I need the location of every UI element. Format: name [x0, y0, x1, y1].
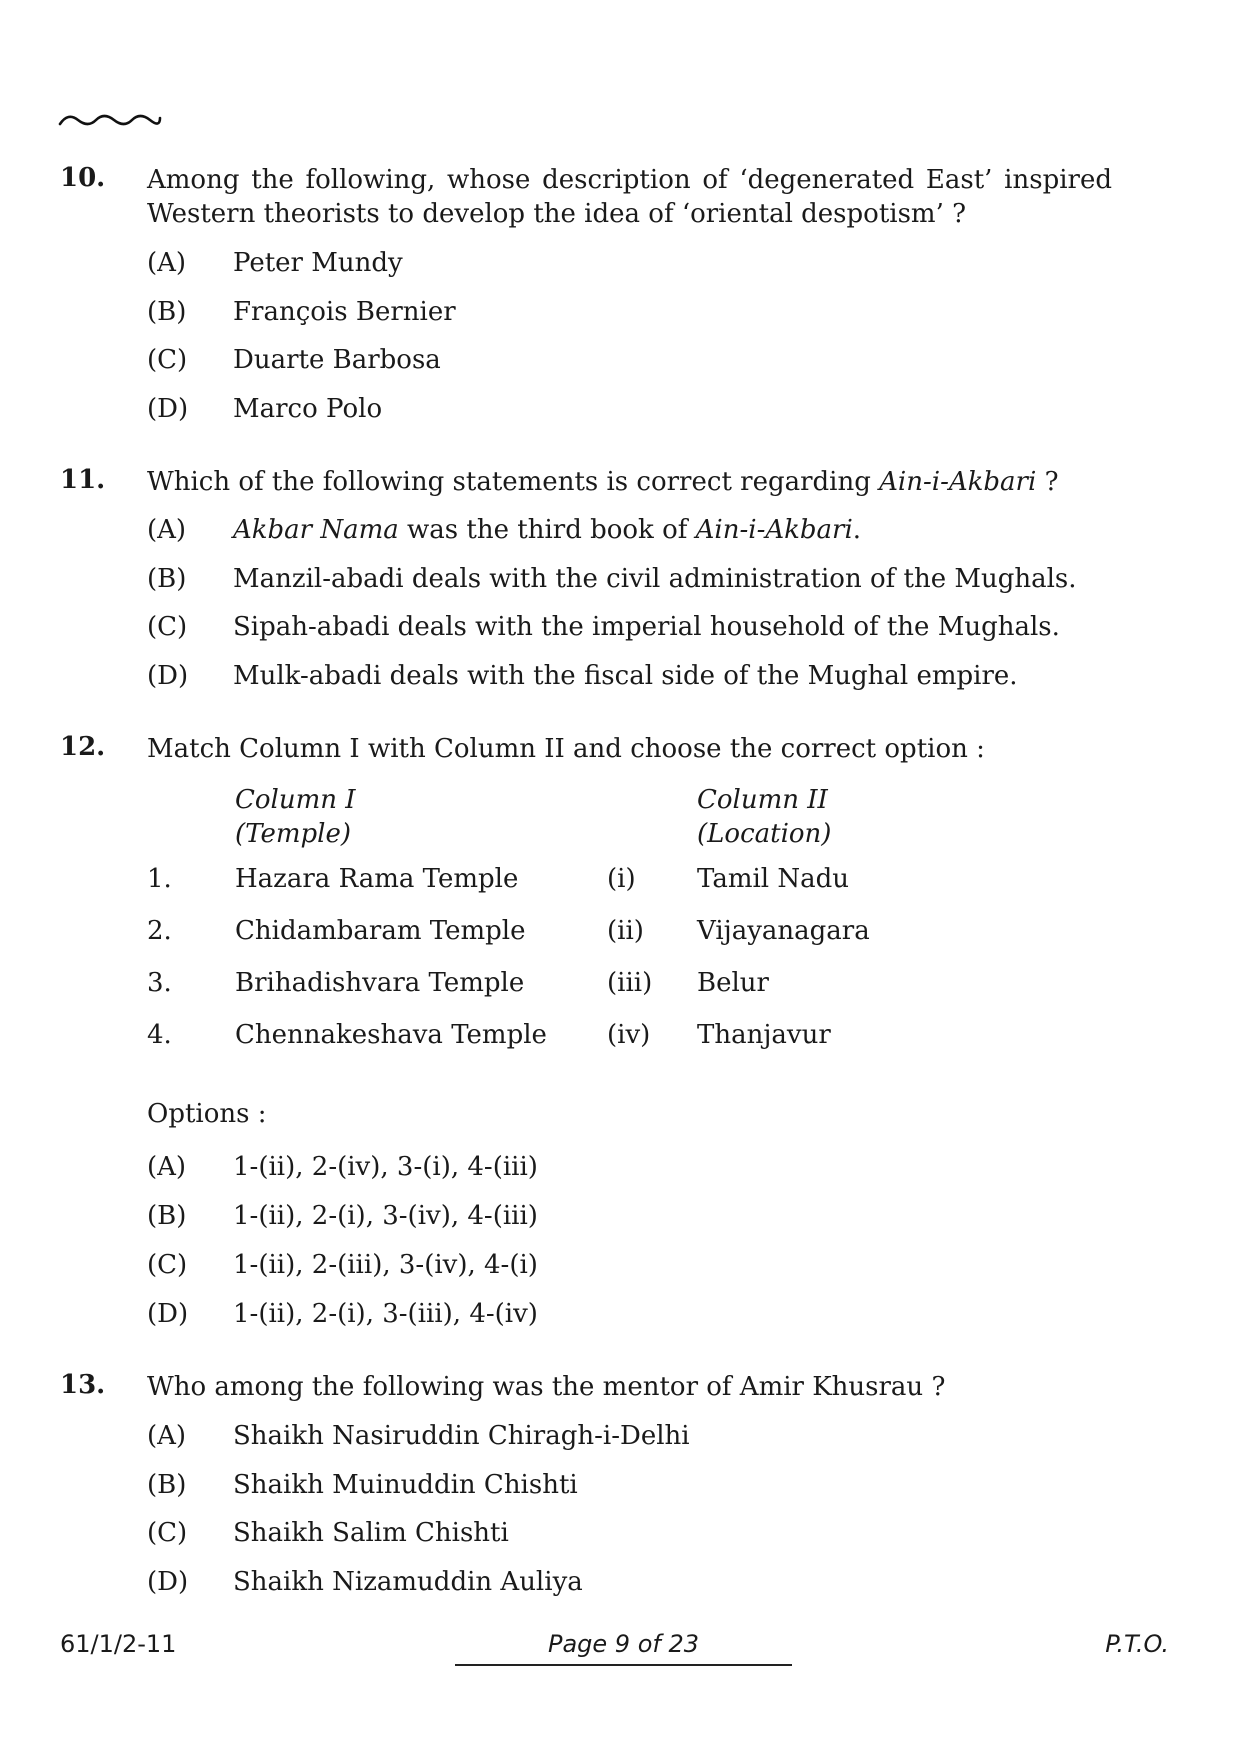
question-text: Among the following, whose description of ‘degenerated East’ inspired Western theorists to develop the idea of ‘oriental despotism’ ?: [147, 165, 1112, 229]
option-text: [233, 513, 861, 547]
column-1-subtitle: (Temple): [235, 819, 351, 849]
option-label: (A): [147, 1421, 187, 1451]
location-name: Thanjavur: [697, 1020, 831, 1050]
question-text-part: ?: [1036, 467, 1059, 497]
temple-name: Hazara Rama Temple: [235, 864, 519, 894]
option-label: (A): [147, 1152, 187, 1182]
column-2-subheading: [697, 819, 831, 849]
question-number: 10.: [60, 163, 106, 193]
column-2-subtitle: (Location): [697, 819, 832, 849]
option-text: Marco Polo: [233, 394, 383, 424]
option-text: Shaikh Nizamuddin Auliya: [233, 1567, 583, 1597]
roman-numeral: (iii): [607, 968, 653, 998]
option-label: (B): [147, 297, 187, 327]
wave-ornament-icon: [58, 106, 162, 136]
option-label: (C): [147, 612, 188, 642]
option-text: Shaikh Muinuddin Chishti: [233, 1470, 578, 1500]
option-label: (A): [147, 248, 187, 278]
question-number: 11.: [60, 465, 106, 495]
please-turn-over: P.T.O.: [1105, 1630, 1169, 1658]
options-heading: Options :: [147, 1099, 267, 1129]
paper-code: 61/1/2-11: [60, 1630, 177, 1658]
option-label: (D): [147, 1567, 189, 1597]
row-number: 2.: [147, 916, 172, 946]
row-number: 1.: [147, 864, 172, 894]
option-text-part: was the third book of: [398, 515, 696, 545]
book-title: Ain-i-Akbari: [695, 515, 853, 545]
option-text-part: .: [852, 515, 862, 545]
temple-name: Brihadishvara Temple: [235, 968, 525, 998]
option-text: Manzil-abadi deals with the civil administration of the Mughals.: [233, 564, 1077, 594]
option-label: (D): [147, 394, 189, 424]
location-name: Belur: [697, 968, 769, 998]
option-text: Peter Mundy: [233, 248, 403, 278]
question-text: [147, 465, 1117, 499]
temple-name: Chennakeshava Temple: [235, 1020, 547, 1050]
option-label: (D): [147, 1299, 189, 1329]
column-1-heading: [235, 785, 356, 815]
question-number: 12.: [60, 732, 106, 762]
column-1-subheading: [235, 819, 351, 849]
temple-name: Chidambaram Temple: [235, 916, 526, 946]
option-label: (A): [147, 515, 187, 545]
option-text: Shaikh Salim Chishti: [233, 1518, 509, 1548]
option-label: (D): [147, 661, 189, 691]
row-number: 4.: [147, 1020, 172, 1050]
option-label: (B): [147, 1470, 187, 1500]
option-label: (B): [147, 1201, 187, 1231]
option-text: François Bernier: [233, 297, 456, 327]
question-text: Who among the following was the mentor of Amir Khusrau ?: [147, 1372, 946, 1402]
page-number-underline: [455, 1664, 792, 1666]
option-text: 1-(ii), 2-(i), 3-(iv), 4-(iii): [233, 1201, 538, 1231]
column-2-title: Column II: [697, 785, 828, 815]
option-text: 1-(ii), 2-(i), 3-(iii), 4-(iv): [233, 1299, 538, 1329]
page-number: Page 9 of 23: [547, 1630, 699, 1658]
option-label: (C): [147, 345, 188, 375]
option-text: 1-(ii), 2-(iii), 3-(iv), 4-(i): [233, 1250, 538, 1280]
option-text: Duarte Barbosa: [233, 345, 441, 375]
column-1-title: Column I: [235, 785, 356, 815]
option-label: (C): [147, 1250, 188, 1280]
roman-numeral: (ii): [607, 916, 644, 946]
row-number: 3.: [147, 968, 172, 998]
roman-numeral: (i): [607, 864, 636, 894]
question-text-part: Which of the following statements is correct regarding: [147, 467, 880, 497]
option-text: Shaikh Nasiruddin Chiragh-i-Delhi: [233, 1421, 690, 1451]
option-text: 1-(ii), 2-(iv), 3-(i), 4-(iii): [233, 1152, 538, 1182]
option-label: (B): [147, 564, 187, 594]
option-text: Mulk-abadi deals with the fiscal side of the Mughal empire.: [233, 661, 1018, 691]
location-name: Vijayanagara: [697, 916, 870, 946]
question-number: 13.: [60, 1370, 106, 1400]
option-label: (C): [147, 1518, 188, 1548]
option-text: Sipah-abadi deals with the imperial household of the Mughals.: [233, 612, 1060, 642]
roman-numeral: (iv): [607, 1020, 651, 1050]
question-text: Match Column I with Column II and choose the correct option :: [147, 734, 985, 764]
book-title: Ain-i-Akbari: [879, 467, 1037, 497]
column-2-heading: [697, 785, 828, 815]
book-title: Akbar Nama: [233, 515, 399, 545]
location-name: Tamil Nadu: [697, 864, 850, 894]
